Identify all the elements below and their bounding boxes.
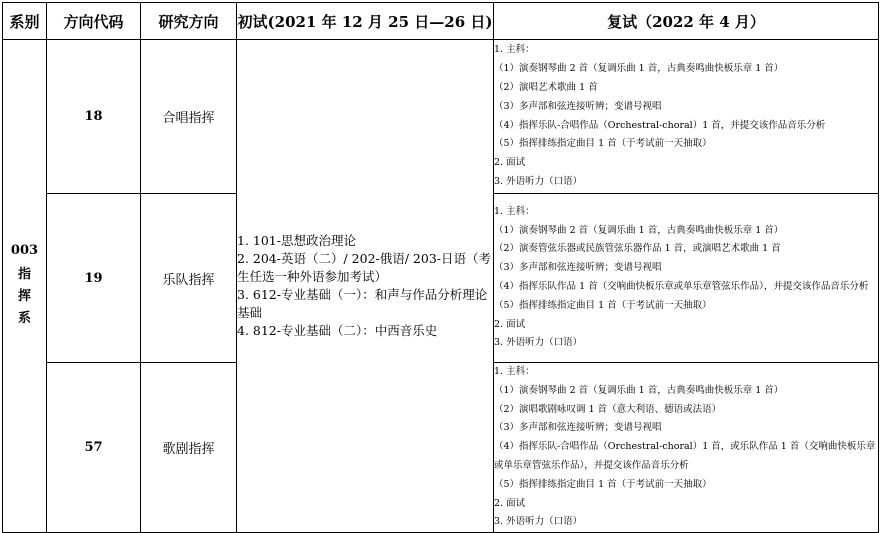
header-retest: 复试（2022 年 4 月） [494, 3, 879, 40]
retest-item: （2）演唱歌剧咏叹调 1 首（意大利语、德语或法语） [494, 403, 722, 415]
retest-item: （5）指挥排练指定曲目 1 首（于考试前一天抽取） [494, 299, 712, 311]
department-name-char: 指 [17, 266, 31, 282]
table-row [3, 40, 879, 194]
initial-exam-cell [237, 40, 494, 533]
department-code: 003 [10, 242, 39, 258]
retest-item: （2）演奏管弦乐器或民族管弦乐器作品 1 首，或演唱艺术歌曲 1 首 [494, 243, 781, 255]
department-cell [3, 40, 47, 533]
retest-item: 2. 面试 [494, 497, 526, 509]
header-row [3, 3, 879, 40]
retest-item: （4）指挥乐队-合唱作品（Orchestral-choral）1 首，或乐队作品 1 首（交响曲快板乐章或单乐章管弦乐作品），并提交该作品音乐分析 [494, 441, 876, 471]
header-dept: 系别 [3, 3, 47, 40]
direction-name: 合唱指挥 [141, 40, 237, 194]
retest-item: （1）演奏钢琴曲 2 首（复调乐曲 1 首，古典奏鸣曲快板乐章 1 首） [494, 63, 784, 75]
direction-name: 歌剧指挥 [141, 363, 237, 533]
retest-item: （3）多声部和弦连接听辨；变谱号视唱 [494, 100, 662, 112]
retest-cell [494, 194, 879, 363]
header-initial: 初试(2021 年 12 月 25 日—26 日) [237, 3, 494, 40]
retest-item: 3. 外语听力（口语） [494, 337, 583, 349]
initial-exam-item: 3. 612-专业基础（一）：和声与作品分析理论基础 [237, 287, 488, 321]
retest-item: 3. 外语听力（口语） [494, 516, 583, 528]
retest-item: （5）指挥排练指定曲目 1 首（于考试前一天抽取） [494, 138, 712, 150]
retest-cell [494, 363, 879, 533]
retest-item: 2. 面试 [494, 318, 526, 330]
retest-item: 1. 主科： [494, 366, 535, 377]
retest-item: （1）演奏钢琴曲 2 首（复调乐曲 1 首，古典奏鸣曲快板乐章 1 首） [494, 224, 784, 236]
initial-exam-item: 1. 101-思想政治理论 [237, 233, 356, 249]
direction-code: 18 [47, 40, 141, 194]
retest-cell [494, 40, 879, 194]
retest-item: 3. 外语听力（口语） [494, 175, 583, 187]
direction-code: 19 [47, 194, 141, 363]
initial-exam-item: 4. 812-专业基础（二）：中西音乐史 [237, 323, 438, 339]
retest-item: （4）指挥乐队作品 1 首（交响曲快板乐章或单乐章管弦乐作品），并提交该作品音乐分析 [494, 281, 869, 292]
department-name-char: 系 [17, 310, 31, 326]
header-code: 方向代码 [47, 3, 141, 40]
retest-item: （4）指挥乐队-合唱作品（Orchestral-choral）1 首，并提交该作品音乐分析 [494, 119, 826, 131]
retest-item: （2）演唱艺术歌曲 1 首 [494, 81, 598, 93]
retest-item: 2. 面试 [494, 157, 526, 169]
retest-item: （3）多声部和弦连接听辨；变谱号视唱 [494, 422, 662, 434]
admissions-table [2, 2, 879, 533]
retest-item: （1）演奏钢琴曲 2 首（复调乐曲 1 首，古典奏鸣曲快板乐章 1 首） [494, 384, 784, 396]
retest-item: 1. 主科： [494, 205, 535, 217]
direction-code: 57 [47, 363, 141, 533]
retest-item: （5）指挥排练指定曲目 1 首（于考试前一天抽取） [494, 478, 712, 490]
department-name-char: 挥 [17, 288, 31, 304]
retest-item: （3）多声部和弦连接听辨；变谱号视唱 [494, 262, 662, 274]
direction-name: 乐队指挥 [141, 194, 237, 363]
header-direction: 研究方向 [141, 3, 237, 40]
retest-item: 1. 主科： [494, 44, 535, 56]
initial-exam-item: 2. 204-英语（二）/ 202-俄语/ 203-日语（考生任选一种外语参加考试） [237, 251, 492, 285]
